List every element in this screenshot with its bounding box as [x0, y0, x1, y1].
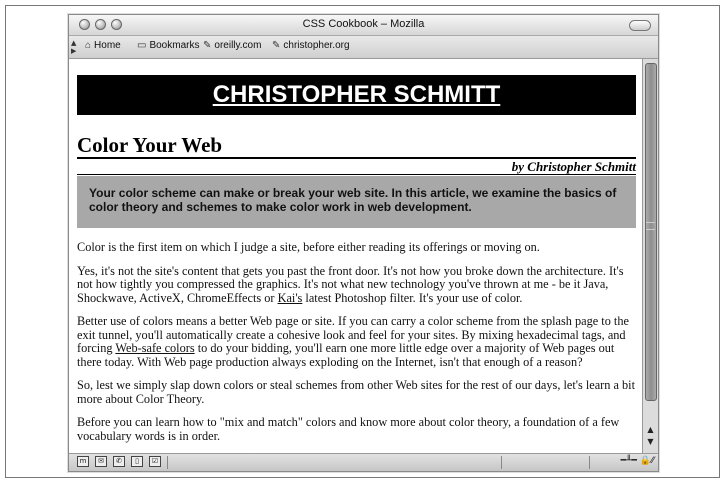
toolbar-christopher-link[interactable] [272, 40, 350, 51]
home-icon: ⌂ [85, 40, 92, 51]
toolbar-toggle-button[interactable] [629, 20, 651, 31]
byline-divider [77, 174, 636, 175]
toolbar-oreilly-link[interactable] [203, 40, 261, 51]
scroll-down-arrow-icon[interactable]: ▼ [647, 437, 654, 446]
toolbar-collapse-arrows-icon[interactable]: ▲ ▶ [71, 39, 77, 55]
address-book-icon[interactable]: ☑ [149, 456, 161, 467]
composer-icon[interactable]: ▯ [131, 456, 143, 467]
scrollbar-thumb[interactable] [645, 63, 657, 401]
page-content [69, 59, 642, 453]
paragraph-3-text-end: to do your bidding, you'll earn one more little edge over a majority of Web pages out there today. With Web page production always exploding on the Internet, isn't that enough of a reason? [77, 341, 615, 369]
personal-toolbar [69, 36, 658, 59]
web-safe-colors-link[interactable]: Web-safe colors [115, 341, 195, 355]
paragraph-1: Color is the first item on which I judge a site, before either reading its offerings or moving on. [77, 240, 540, 254]
mail-icon[interactable]: ✉ [95, 456, 107, 467]
scrollbar-grip-icon [646, 222, 655, 230]
scroll-up-arrow-icon[interactable]: ▲ [647, 425, 654, 434]
vertical-scrollbar[interactable] [642, 59, 658, 453]
toolbar-oreilly-label: oreilly.com [214, 40, 262, 51]
bookmark-link-icon: ✎ [203, 40, 212, 51]
status-divider [589, 456, 590, 469]
browser-window [68, 14, 659, 472]
toolbar-home-button[interactable] [85, 40, 121, 51]
bookmark-link-icon: ✎ [272, 40, 281, 51]
paragraph-3-text-start: Better use of colors means a better Web page or site. If you can carry a color scheme from the splash page to the exit tunnel, you'll automatically create a cohesive look and feel for your sites. By mixing hexadecimal tags, and forcing [77, 314, 629, 355]
paragraph-5: Before you can learn how to "mix and match" colors and know more about color theory, a foundation of a few vocabulary words is in order. [77, 415, 620, 443]
navigator-icon[interactable]: m [77, 456, 89, 467]
chat-icon[interactable]: ✆ [113, 456, 125, 467]
toolbar-home-label: Home [94, 40, 121, 51]
toolbar-bookmarks-label: Bookmarks [149, 40, 200, 51]
toolbar-christopher-label: christopher.org [283, 40, 350, 51]
paragraph-3 [77, 315, 639, 369]
paragraph-4: So, lest we simply slap down colors or steal schemes from other Web sites for the rest of our days, let's learn a bit more about Color Theory. [77, 378, 635, 406]
site-banner[interactable]: CHRISTOPHER SCHMITT [77, 75, 636, 115]
component-bar [77, 456, 161, 467]
title-bar[interactable] [69, 15, 658, 36]
kais-link[interactable]: Kai's [277, 290, 303, 305]
paragraph-2-text-end: latest Photoshop filter. It's your use of color. [302, 290, 523, 305]
paragraph-2 [77, 265, 639, 306]
status-divider [167, 456, 168, 469]
article-summary: Your color scheme can make or break your web site. In this article, we examine the basics of color theory and schemes to make color work in web development. [77, 176, 636, 228]
article-body [77, 241, 639, 453]
paragraph-2-text-start: Yes, it's not the site's content that gets you past the front door. It's not how you broke down the architecture. It's not how tightly you compressed the graphics. It's not what new technology you've thrown at me - be it Java, Shockwave, ActiveX, ChromeEffects or [77, 263, 624, 305]
bookmarks-folder-icon: ▭ [137, 40, 147, 51]
article-heading: Color Your Web [77, 133, 223, 157]
status-bar [69, 453, 658, 471]
toolbar-bookmarks-button[interactable] [137, 40, 199, 51]
status-divider [501, 456, 502, 469]
window-title: CSS Cookbook – Mozilla [302, 18, 425, 30]
connection-status-icon: ━╨━ 🔒⁄⁄ [620, 456, 654, 466]
article-byline: by Christopher Schmitt [511, 159, 636, 174]
